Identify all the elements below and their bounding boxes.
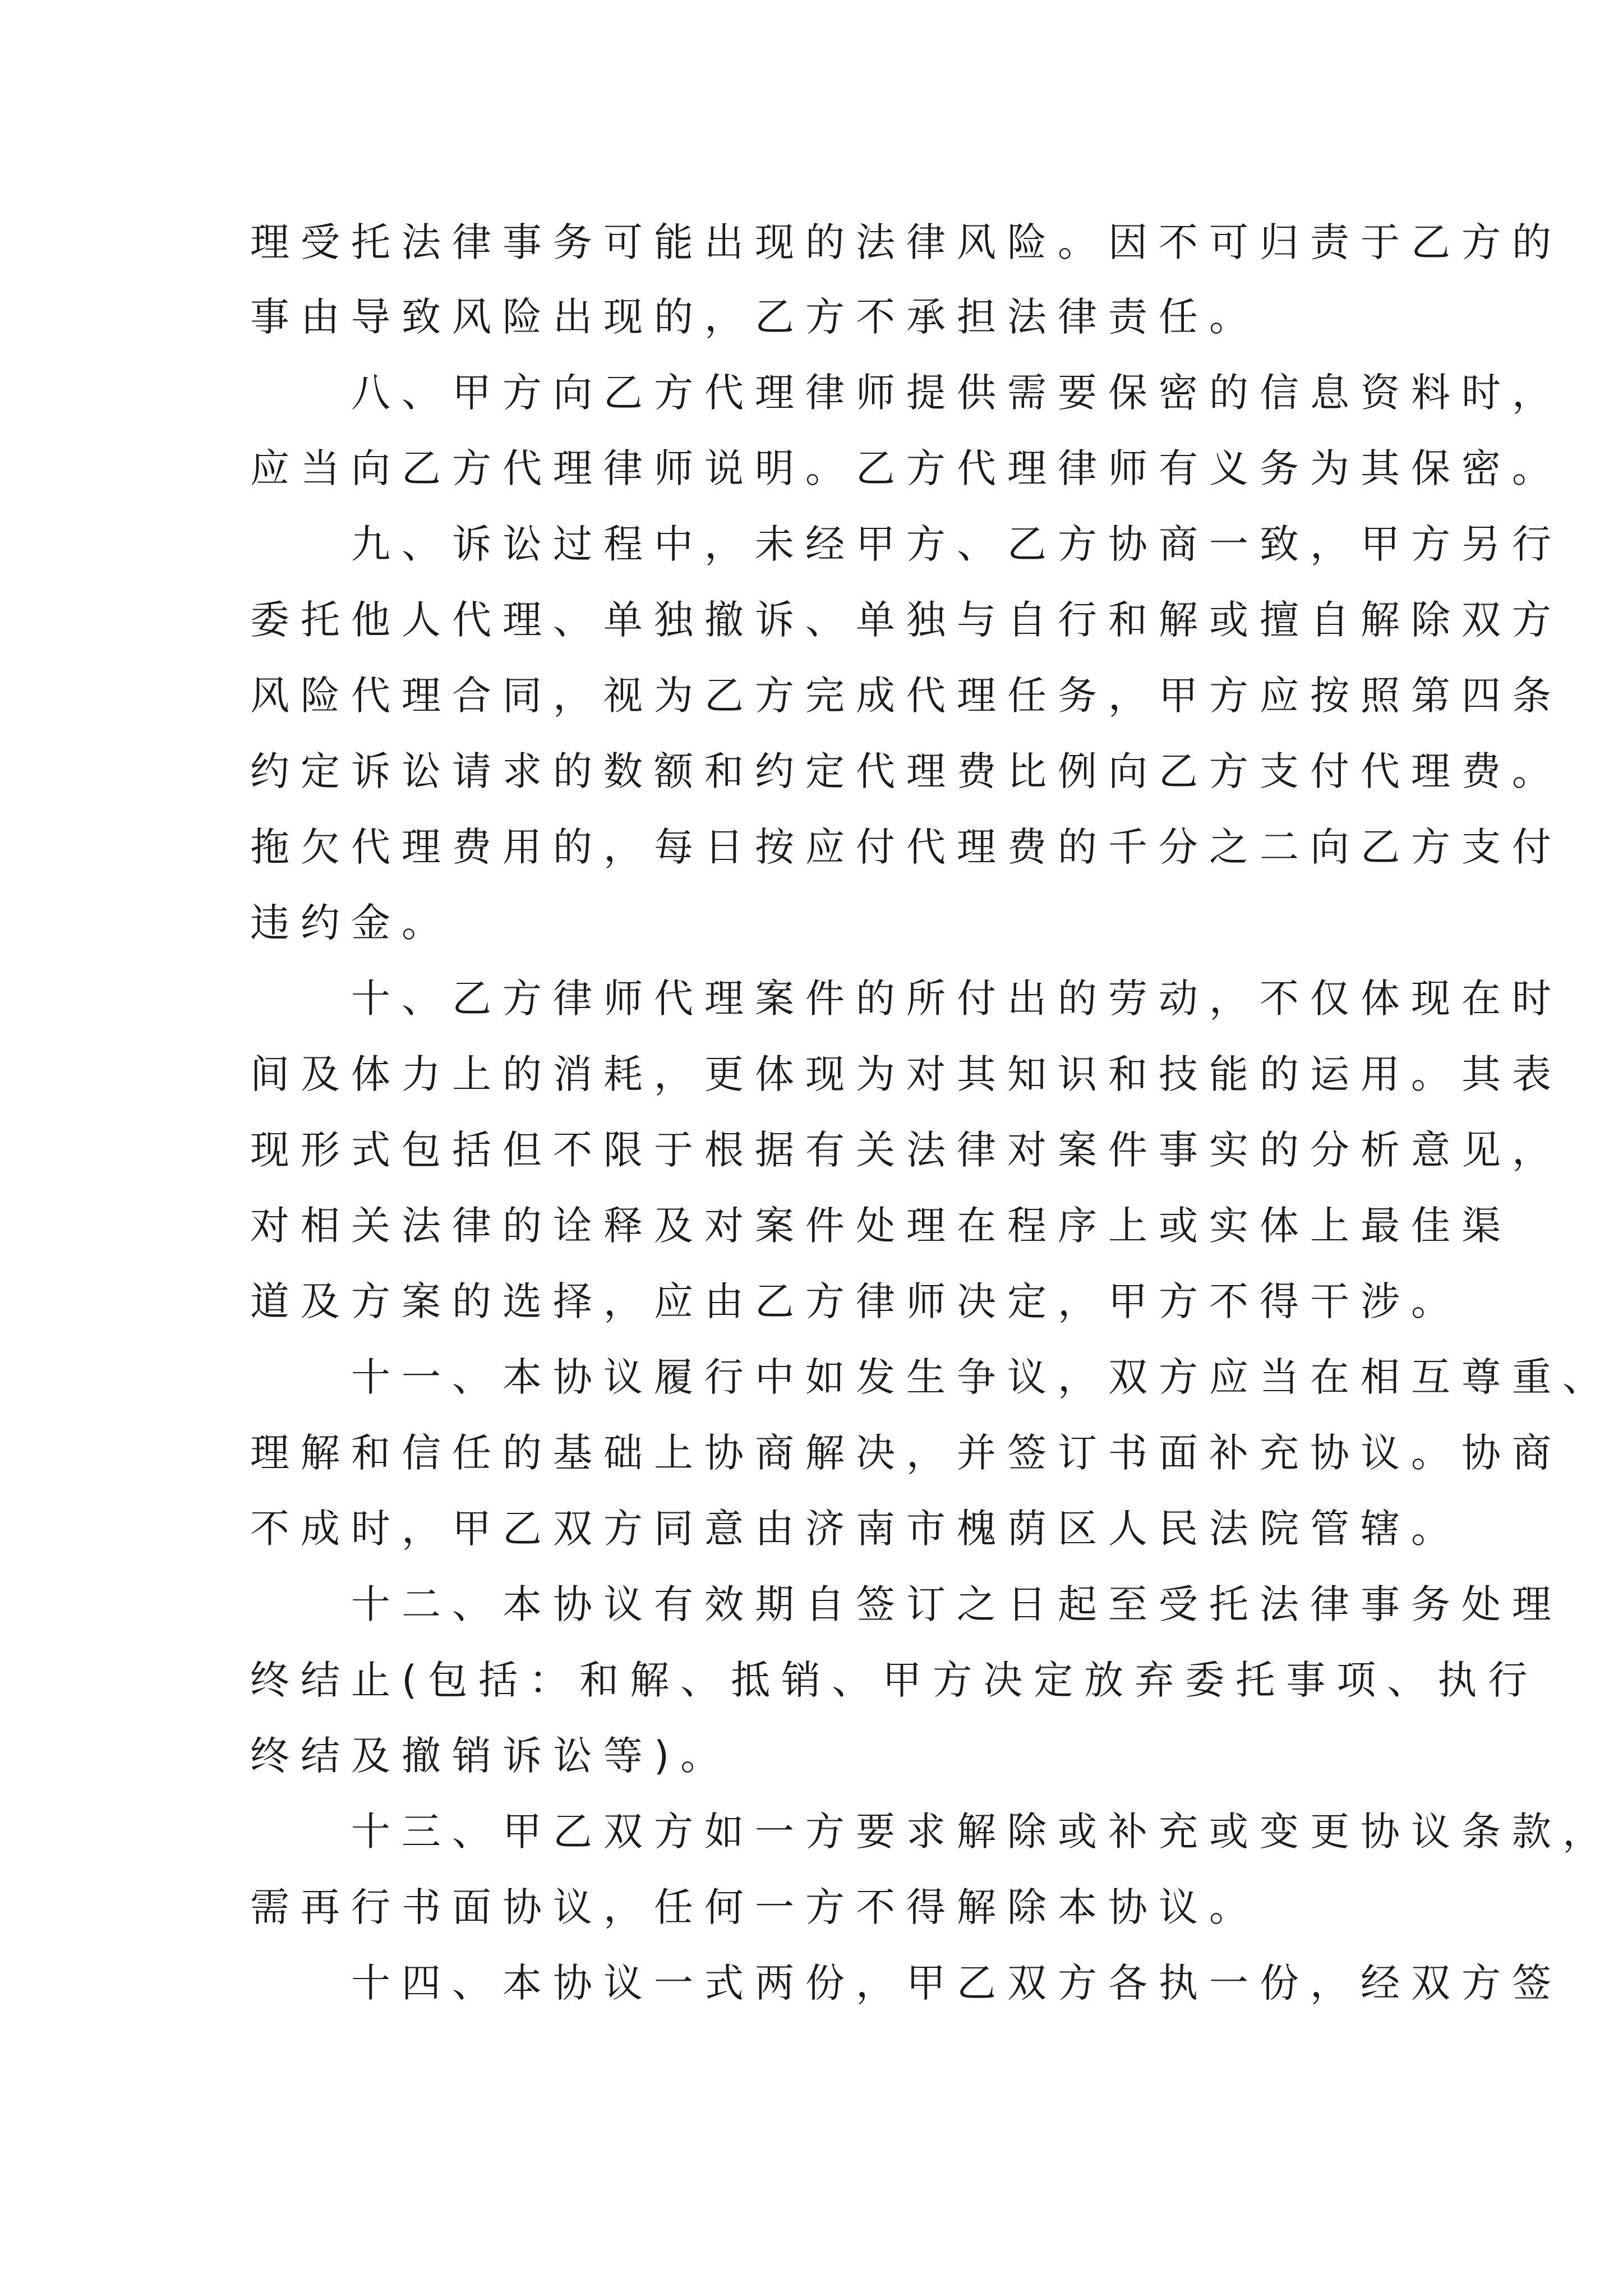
text-line: 不成时，甲乙双方同意由济南市槐荫区人民法院管辖。 — [250, 1506, 1461, 1552]
text-line: 应当向乙方代理律师说明。乙方代理律师有义务为其保密。 — [250, 445, 1562, 491]
text-line: 风险代理合同，视为乙方完成代理任务，甲方应按照第四条 — [250, 673, 1562, 719]
text-line: 违约金。 — [250, 900, 452, 946]
text-line: 委托他人代理、单独撤诉、单独与自行和解或擅自解除双方 — [250, 597, 1562, 643]
text-line: 现形式包括但不限于根据有关法律对案件事实的分析意见， — [250, 1127, 1562, 1173]
text-line: 终结及撤销诉讼等)。 — [250, 1733, 731, 1779]
text-line: 十三、甲乙双方如一方要求解除或补充或变更协议条款， — [250, 1809, 1613, 1855]
text-line: 约定诉讼请求的数额和约定代理费比例向乙方支付代理费。 — [250, 748, 1562, 794]
text-line: 十、乙方律师代理案件的所付出的劳动，不仅体现在时 — [250, 976, 1562, 1022]
text-line: 十二、本协议有效期自签订之日起至受托法律事务处理 — [250, 1581, 1562, 1627]
text-line: 道及方案的选择，应由乙方律师决定，甲方不得干涉。 — [250, 1278, 1461, 1324]
text-line: 事由导致风险出现的，乙方不承担法律责任。 — [250, 294, 1260, 340]
text-line: 理受托法律事务可能出现的法律风险。因不可归责于乙方的 — [250, 219, 1562, 265]
text-line: 拖欠代理费用的，每日按应付代理费的千分之二向乙方支付 — [250, 824, 1562, 870]
text-line: 九、诉讼过程中，未经甲方、乙方协商一致，甲方另行 — [250, 521, 1562, 567]
text-line: 终结止(包括：和解、抵销、甲方决定放弃委托事项、执行 — [250, 1657, 1539, 1703]
text-line: 理解和信任的基础上协商解决，并签订书面补充协议。协商 — [250, 1430, 1562, 1476]
text-line: 对相关法律的诠释及对案件处理在程序上或实体上最佳渠 — [250, 1203, 1512, 1249]
text-line: 需再行书面协议，任何一方不得解除本协议。 — [250, 1884, 1260, 1930]
text-line: 间及体力上的消耗，更体现为对其知识和技能的运用。其表 — [250, 1051, 1562, 1097]
text-line: 十四、本协议一式两份，甲乙双方各执一份，经双方签 — [250, 1960, 1562, 2006]
text-line: 十一、本协议履行中如发生争议，双方应当在相互尊重、 — [250, 1354, 1613, 1400]
text-line: 八、甲方向乙方代理律师提供需要保密的信息资料时， — [250, 370, 1562, 416]
